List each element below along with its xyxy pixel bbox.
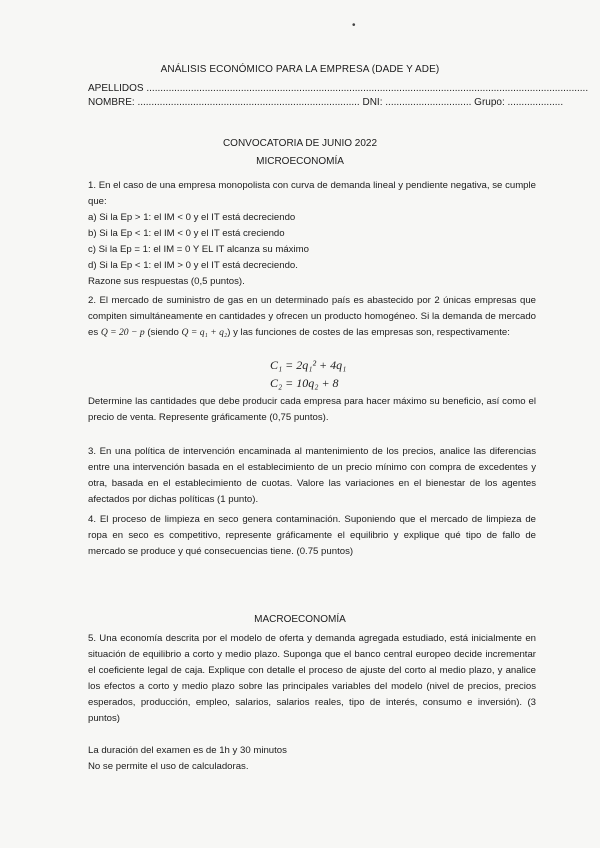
q2-demand: Q = 20 − p [100,327,145,338]
q1-razone: Razone sus respuestas (0,5 puntos). [88,276,245,287]
q2-text-a: 2. El mercado de suministro de gas en un determinado país es abastecido por 2 únicas empresas que compiten simultáneamente en cantidades y ofrecen un producto homogéneo. Si la demanda de mercado es [88,295,536,338]
cost-function-1: C₁ = 2q₁² + 4q₁ [270,358,347,372]
q1-option-d: d) Si la Ep < 1: el IM > 0 y el IT está decreciendo. [88,260,298,271]
micro-title: MICROECONOMÍA [256,156,344,167]
question-3: 3. En una política de intervención encaminada al mantenimiento de los precios, analice las diferencias entre una intervención basada en el establecimiento de un precio mínimo con compra de excedentes y otra, basada en el establecimiento de cuotas. Valore las variaciones en el bienestar de los agentes afectados por dichas políticas (1 punto). [88,446,536,505]
question-5: 5. Una economía descrita por el modelo de oferta y demanda agregada estudiado, está inicialmente en situación de equilibrio a corto y medio plazo. Suponga que el banco central europeo decide incrementar el coeficiente legal de caja. Explique con detalle el proceso de ajuste del corto al medio plazo, y analice los efectos a corto y medio plazo sobre las principales variables del modelo (nivel de precios, precios esperados, producción, empleo, salarios, salarios reales, tipo de interés, consumo e inversión). (3 puntos) [88,633,536,724]
cost-function-2: C₂ = 10q₂ + 8 [270,376,339,390]
exam-title: ANÁLISIS ECONÓMICO PARA LA EMPRESA (DADE Y ADE) [160,64,440,75]
q2-text-b: (siendo [147,327,179,338]
q1-intro: 1. En el caso de una empresa monopolista con curva de demanda lineal y pendiente negativa, se cumple que: [88,180,536,207]
question-1 [88,178,536,290]
calculator-note: No se permite el uso de calculadoras. [88,761,249,772]
nombre-line: NOMBRE: ................................................................................ DNI: ............................... Grupo: .................... [88,97,564,108]
scan-mark: • [352,20,356,31]
q1-option-a: a) Si la Ep > 1: el IM < 0 y el IT está decreciendo [88,212,296,223]
exam-duration: La duración del examen es de 1h y 30 minutos [88,745,287,756]
q2-qsum: Q = q₁ + q₂ [181,327,228,338]
q2-text-c: ) y las funciones de costes de las empresas son, respectivamente: [227,327,510,338]
question-4: 4. El proceso de limpieza en seco genera contaminación. Suponiendo que el mercado de limpieza de ropa en seco es competitivo, represente gráficamente el equilibrio y explique qué tipo de fallo de mercado se produce y qué consecuencias tiene. (0.75 puntos) [88,514,536,557]
q1-option-b: b) Si la Ep < 1: el IM < 0 y el IT está creciendo [88,228,285,239]
q2-ending: Determine las cantidades que debe producir cada empresa para hacer máximo su beneficio, así como el precio de venta. Represente gráficamente (0,75 puntos). [88,396,536,423]
question-2 [88,293,536,341]
q1-option-c: c) Si la Ep = 1: el IM = 0 Y EL IT alcanza su máximo [88,244,309,255]
apellidos-line: APELLIDOS ............................................................................................................................................................... [88,83,589,94]
macro-title: MACROECONOMÍA [254,614,346,625]
convocatoria: CONVOCATORIA DE JUNIO 2022 [222,138,378,149]
